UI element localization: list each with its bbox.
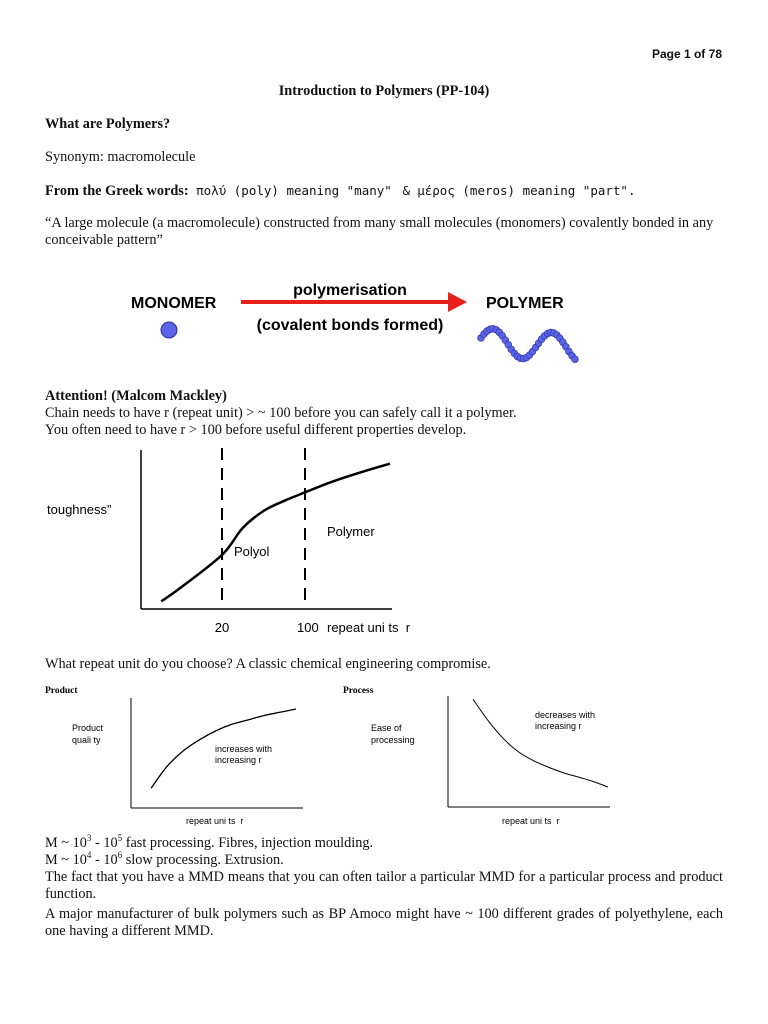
product-annotation-line-2: increasing r: [215, 755, 262, 765]
synonym-line: Synonym: macromolecule: [45, 149, 196, 165]
m-line-slow: [45, 852, 284, 869]
process-annotation-line-1: decreases with: [535, 710, 596, 720]
definition-quote: “A large molecule (a macromolecule) constructed from many small molecules (monomers) covalently bonded in any conceivable pattern”: [45, 215, 714, 248]
process-y-label-line-1: Ease of: [371, 723, 402, 733]
page-title: Introduction to Polymers (PP-104): [278, 83, 490, 99]
greek-line: [45, 182, 635, 200]
product-y-label-line-2: quali ty: [72, 735, 101, 745]
toughness-x-axis-label: repeat uni ts r: [327, 620, 411, 635]
m-line-slow-mid: - 10: [91, 852, 118, 868]
toughness-axis-label: toughness”: [47, 502, 112, 517]
product-y-label-line-1: Product: [72, 723, 104, 733]
total-pages: 78: [708, 47, 722, 61]
tick-label-100: 100: [297, 620, 319, 635]
m-line-fast-prefix: M ~ 10: [45, 835, 87, 851]
tick-label-20: 20: [214, 620, 230, 635]
current-page: 1: [683, 47, 691, 61]
ease-of-processing-chart: [330, 680, 750, 830]
m-line-fast-mid: - 10: [91, 835, 118, 851]
arrow-head-icon: [448, 292, 467, 312]
monomer-bead-icon: [161, 322, 177, 338]
page-of: of: [690, 47, 709, 61]
product-x-axis-label: repeat uni ts r: [186, 816, 244, 826]
mmd-paragraph: The fact that you have a MMD means that you can often tailor a particular MMD for a particular process and product function.: [45, 869, 723, 902]
region-label-polymer: Polymer: [327, 524, 375, 539]
region-label-polyol: Polyol: [234, 544, 270, 559]
toughness-chart: [0, 440, 768, 640]
attention-line-1: Chain needs to have r (repeat unit) > ~ 100 before you can safely call it a polymer.: [45, 405, 517, 421]
product-chart-title: Product: [45, 686, 78, 696]
page-prefix: Page: [651, 47, 684, 61]
greek-ampersand: &: [402, 183, 411, 198]
greek-word-meros: μέρος (meros) meaning "part".: [417, 183, 636, 198]
attention-heading: Attention! (Malcom Mackley): [45, 388, 227, 404]
process-x-axis-label: repeat uni ts r: [502, 816, 560, 826]
m-line-slow-text: slow processing. Extrusion.: [122, 852, 284, 868]
monomer-label: MONOMER: [131, 295, 217, 312]
process-annotation-line-2: increasing r: [535, 721, 582, 731]
greek-word-poly: πολύ (poly) meaning "many": [188, 183, 392, 198]
m-line-fast-text: fast processing. Fibres, injection moulding.: [122, 835, 374, 851]
m-line-fast-exp-high: 5: [117, 833, 123, 843]
bp-paragraph: A major manufacturer of bulk polymers such as BP Amoco might have ~ 100 different grades of polyethylene, each one having a different MMD.: [45, 906, 723, 939]
arrow-sublabel: (covalent bonds formed): [256, 317, 444, 334]
m-line-slow-exp-high: 6: [117, 850, 123, 860]
product-quality-chart: [0, 680, 380, 830]
section-heading: What are Polymers?: [45, 116, 171, 132]
m-line-fast-exp-low: 3: [86, 833, 92, 843]
compromise-line: What repeat unit do you choose? A classic chemical engineering compromise.: [45, 656, 491, 672]
greek-label: From the Greek words:: [45, 183, 189, 199]
product-annotation-line-1: increases with: [215, 744, 273, 754]
m-line-slow-prefix: M ~ 10: [45, 852, 87, 868]
page-number: [652, 47, 722, 61]
m-line-slow-exp-low: 4: [86, 850, 92, 860]
process-chart-title: Process: [343, 686, 374, 696]
process-y-label-line-2: processing: [371, 735, 415, 745]
polymerisation-diagram: [0, 270, 768, 375]
arrow-label: polymerisation: [293, 282, 407, 299]
polymer-bead: [572, 356, 579, 363]
attention-line-2: You often need to have r > 100 before useful different properties develop.: [45, 422, 467, 438]
m-line-fast: [45, 835, 373, 852]
polymer-chain-icon: [478, 325, 579, 362]
polymer-label: POLYMER: [486, 295, 564, 312]
